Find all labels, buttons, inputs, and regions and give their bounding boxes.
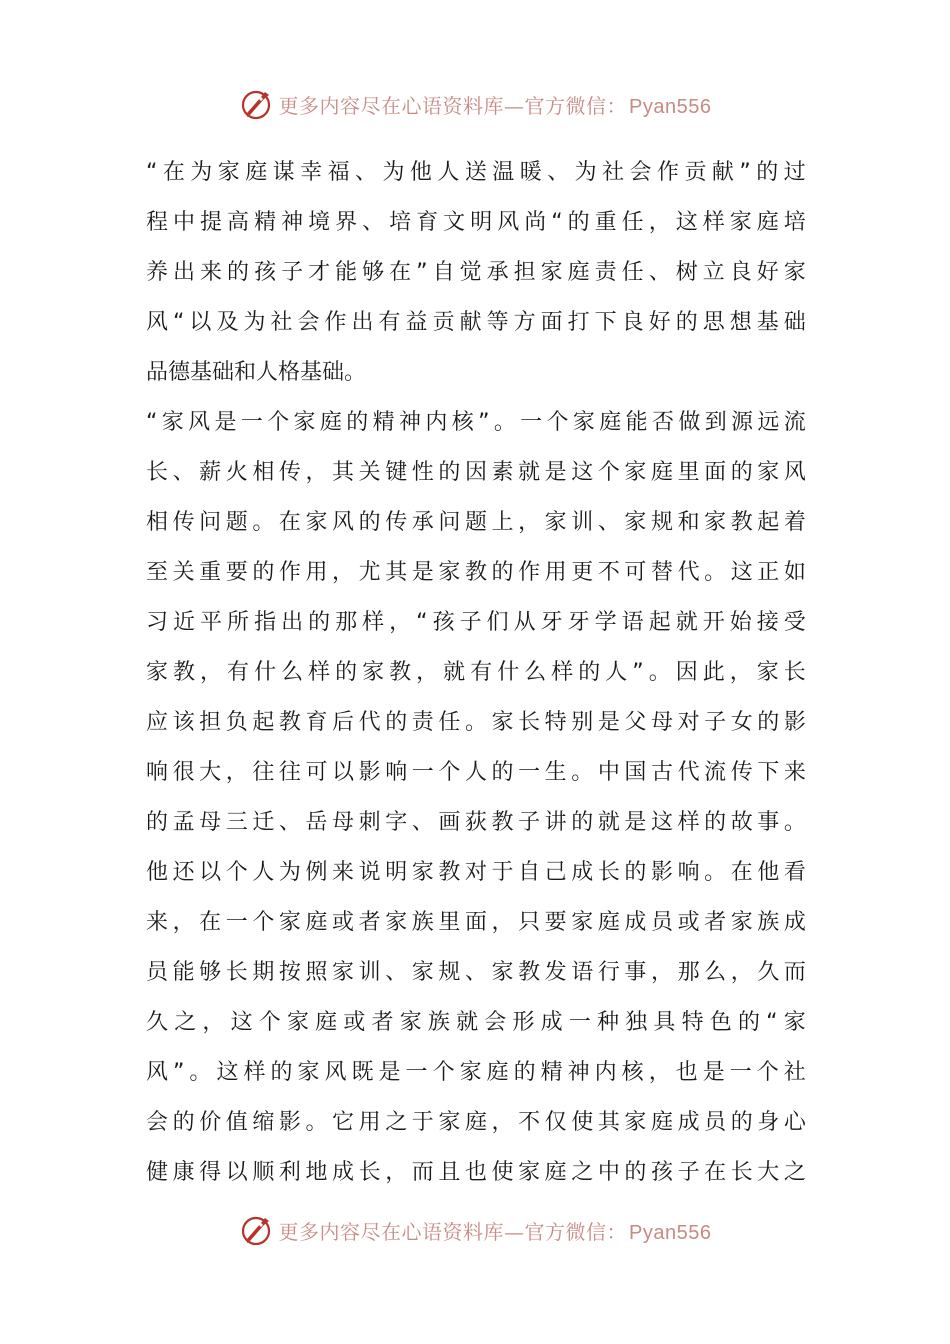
text-line: 风 “ 以 及 为 社 会 作 出 有 益 贡 献 等 方 面 打 下 良 好 的 思 想 基 础	[146, 310, 806, 335]
text-line: 响 很 大 ， 往 往 可 以 影 响 一 个 人 的 一 生 。 中 国 古 代 流 传 下 来	[146, 760, 806, 785]
text-line: 来 ， 在 一 个 家 庭 或 者 家 族 里 面 ， 只 要 家 庭 成 员 或 者 家 族 成	[146, 910, 806, 935]
text-line: 至 关 重 要 的 作 用 ， 尤 其 是 家 教 的 作 用 更 不 可 替 代 。 这 正 如	[146, 560, 806, 585]
text-line: 养 出 来 的 孩 子 才 能 够 在 ” 自 觉 承 担 家 庭 责 任 、 树 立 良 好 家	[146, 260, 806, 285]
text-line: 应 该 担 负 起 教 育 后 代 的 责 任 。 家 长 特 别 是 父 母 对 子 女 的 影	[146, 710, 806, 735]
footer-banner-text: 更多内容尽在心语资料库—官方微信： Pyan556	[278, 1219, 712, 1244]
text-line: “ 家 风 是 一 个 家 庭 的 精 神 内 核 ” 。 一 个 家 庭 能 否 做 到 源 远 流	[146, 410, 806, 435]
footer-wechat-handle: Pyan556	[629, 1221, 712, 1244]
text-line: 相 传 问 题 。 在 家 风 的 传 承 问 题 上 ， 家 训 、 家 规 和 家 教 起 着	[146, 510, 806, 535]
header-wechat-handle: Pyan556	[629, 95, 712, 118]
text-line: 健 康 得 以 顺 利 地 成 长 ， 而 且 也 使 家 庭 之 中 的 孩 子 在 长 大 之	[146, 1160, 806, 1185]
text-line: 长 、 薪 火 相 传 ， 其 关 键 性 的 因 素 就 是 这 个 家 庭 里 面 的 家 风	[146, 460, 806, 485]
text-line: 风 ” 。 这 样 的 家 风 既 是 一 个 家 庭 的 精 神 内 核 ， 也 是 一 个 社	[146, 1060, 806, 1085]
text-line: 习 近 平 所 指 出 的 那 样 ， “ 孩 子 们 从 牙 牙 学 语 起 就 开 始 接 受	[146, 610, 806, 635]
document-body	[146, 148, 806, 1198]
text-line: 会 的 价 值 缩 影 。 它 用 之 于 家 庭 ， 不 仅 使 其 家 庭 成 员 的 身 心	[146, 1110, 806, 1135]
header-banner-text: 更多内容尽在心语资料库—官方微信： Pyan556	[278, 93, 712, 118]
pen-nib-logo-icon	[239, 1212, 275, 1248]
text-line: 程 中 提 高 精 神 境 界 、 培 育 文 明 风 尚 “ 的 重 任 ， 这 样 家 庭 培	[146, 210, 806, 235]
footer-banner	[0, 1208, 950, 1252]
text-line: 员 能 够 长 期 按 照 家 训 、 家 规 、 家 教 发 语 行 事 ， 那 么 ， 久 而	[146, 960, 806, 985]
text-line: 久 之 ， 这 个 家 庭 或 者 家 族 就 会 形 成 一 种 独 具 特 色 的 “ 家	[146, 1010, 806, 1035]
header-banner	[0, 82, 950, 126]
pen-nib-logo-icon	[239, 86, 275, 122]
text-line: 家 教 ， 有 什 么 样 的 家 教 ， 就 有 什 么 样 的 人 ” 。 因 此 ， 家 长	[146, 660, 806, 685]
text-line: 他 还 以 个 人 为 例 来 说 明 家 教 对 于 自 己 成 长 的 影 响 。 在 他 看	[146, 860, 806, 885]
text-line: “ 在 为 家 庭 谋 幸 福 、 为 他 人 送 温 暖 、 为 社 会 作 贡 献 ” 的 过	[146, 160, 806, 185]
text-line: 的 孟 母 三 迁 、 岳 母 刺 字 、 画 荻 教 子 讲 的 就 是 这 样 的 故 事 。	[146, 810, 806, 835]
text-line: 品德基础和人格基础。	[146, 360, 367, 385]
